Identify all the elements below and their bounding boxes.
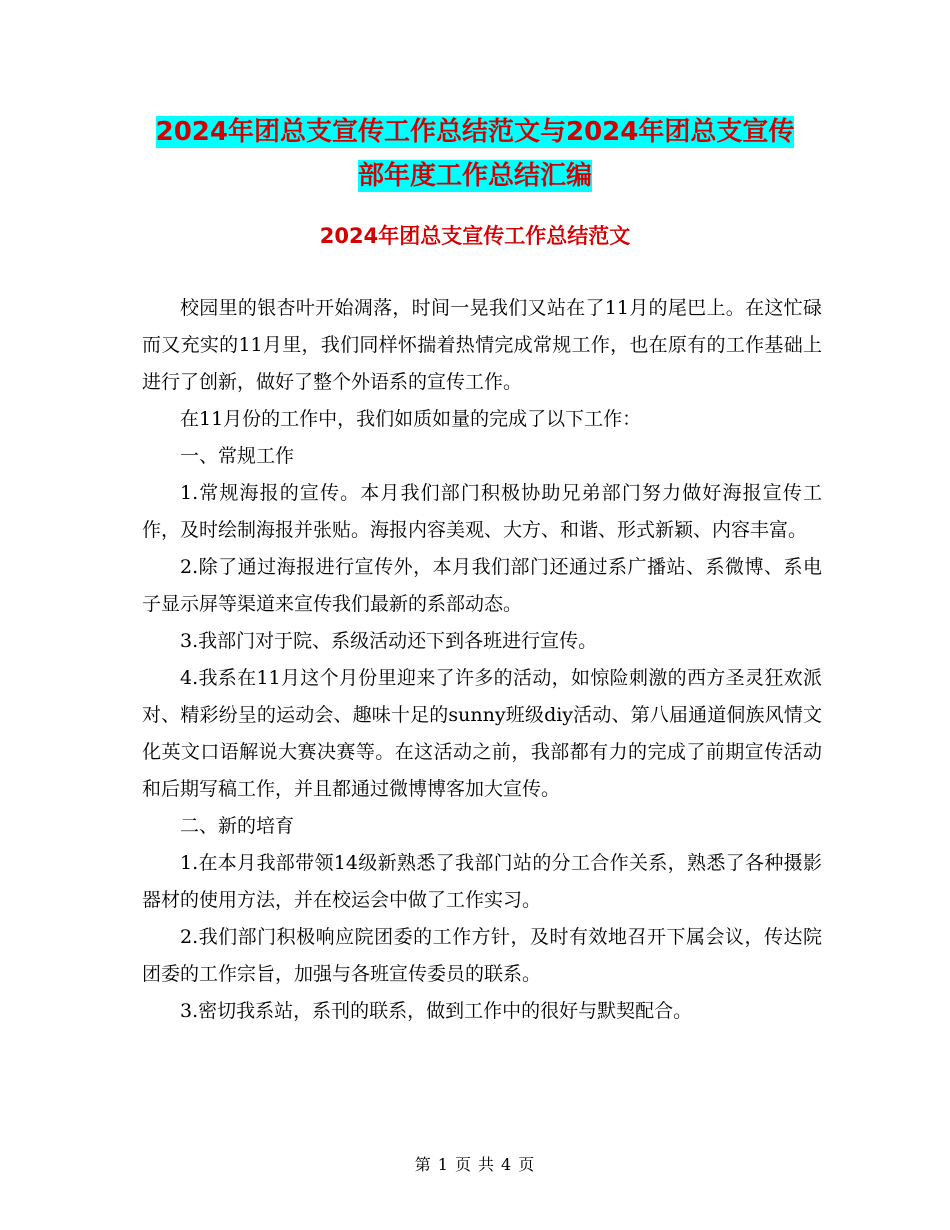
footer-prefix: 第 — [414, 1155, 432, 1174]
paragraph-item-3: 3.我部门对于院、系级活动还下到各班进行宣传。 — [180, 630, 598, 652]
paragraph-training-3: 3.密切我系站，系刊的联系，做到工作中的很好与默契配合。 — [180, 1000, 693, 1022]
heading-routine-work: 一、常规工作 — [180, 445, 295, 467]
heading-new-training: 二、新的培育 — [180, 815, 295, 837]
paragraph-summary: 在11月份的工作中，我们如质如量的完成了以下工作： — [180, 408, 642, 430]
paragraph-item-1: 1.常规海报的宣传。本月我们部门积极协助兄弟部门努力做好海报宣传工作，及时绘制海报并张贴。海报内容美观、大方、和谐、形式新颖、内容丰富。 — [142, 482, 822, 541]
footer-suffix: 页 — [518, 1155, 536, 1174]
paragraph-training-1: 1.在本月我部带领14级新熟悉了我部门站的分工合作关系，熟悉了各种摄影器材的使用方法，并在校运会中做了工作实习。 — [142, 852, 822, 911]
document-title-line-2: 部年度工作总结汇编 — [357, 161, 592, 191]
paragraph-training-2: 2.我们部门积极响应院团委的工作方针，及时有效地召开下属会议，传达院团委的工作宗旨，加强与各班宣传委员的联系。 — [142, 926, 822, 985]
footer-mid: 页 共 — [454, 1155, 496, 1174]
footer-total-pages: 4 — [501, 1155, 513, 1174]
page-footer — [0, 1154, 950, 1176]
paragraph-item-2: 2.除了通过海报进行宣传外，本月我们部门还通过系广播站、系微博、系电子显示屏等渠道来宣传我们最新的系部动态。 — [142, 556, 822, 615]
document-title-line-1: 2024年团总支宣传工作总结范文与2024年团总支宣传 — [155, 117, 795, 147]
paragraph-intro: 校园里的银杏叶开始凋落，时间一晃我们又站在了11月的尾巴上。在这忙碌而又充实的11月里，我们同样怀揣着热情完成常规工作，也在原有的工作基础上进行了创新，做好了整个外语系的宣传工作。 — [142, 297, 822, 393]
section-title: 2024年团总支宣传工作总结范文 — [319, 224, 631, 248]
paragraph-item-4: 4.我系在11月这个月份里迎来了许多的活动，如惊险刺激的西方圣灵狂欢派对、精彩纷呈的运动会、趣味十足的sunny班级diy活动、第八届通道侗族风情文化英文口语解说大赛决赛等。在这活动之前，我部都有力的完成了前期宣传活动和后期写稿工作，并且都通过微博博客加大宣传。 — [142, 667, 822, 800]
document-body — [142, 290, 822, 1030]
document-title — [0, 110, 950, 198]
footer-current-page: 1 — [437, 1155, 449, 1174]
